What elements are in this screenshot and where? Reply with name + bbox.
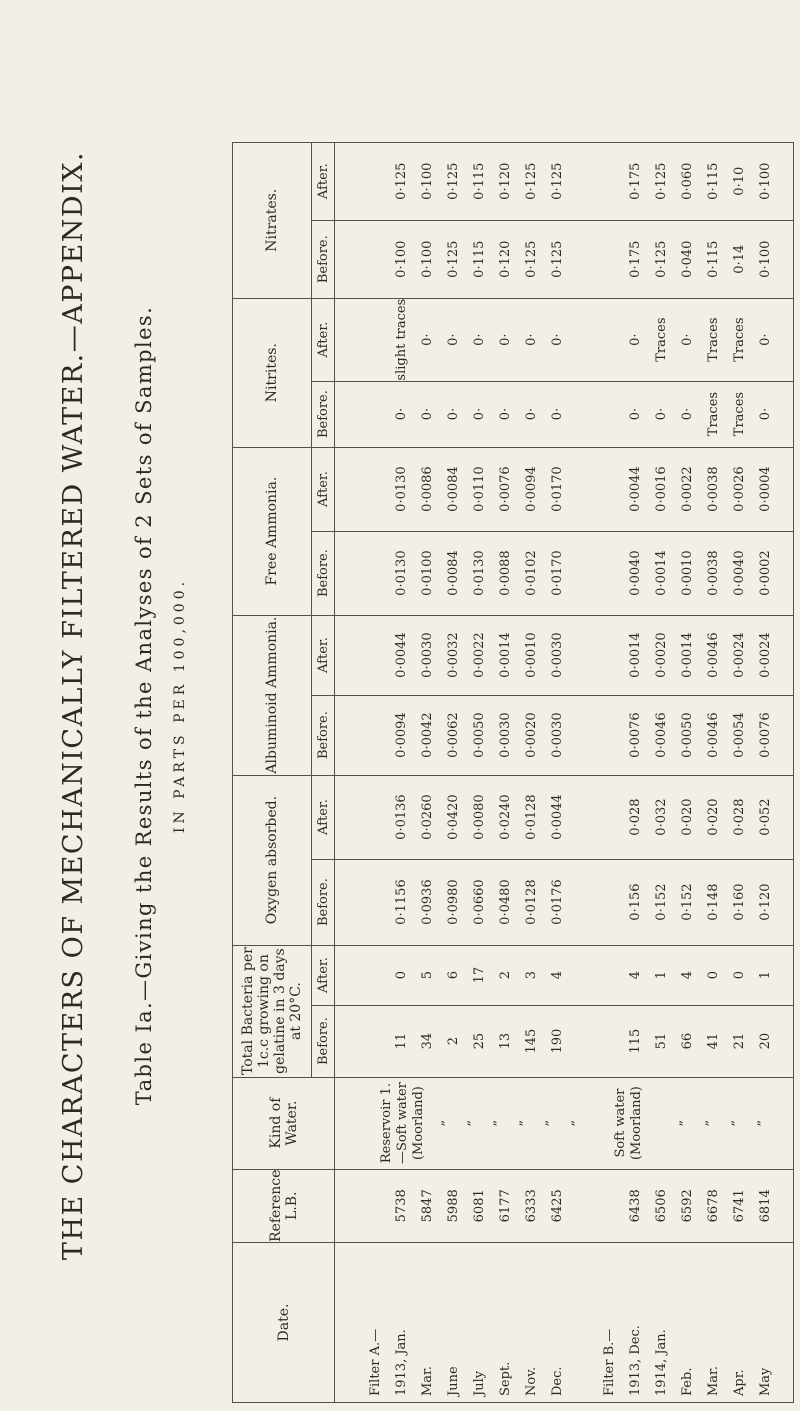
nitrates-before-column [335,220,794,298]
free-ammonia-after-column [335,447,794,531]
table-cell: 0·100 [420,240,435,278]
table-caption: Table Ia.—Giving the Results of the Analyses of 2 Sets of Samples. [132,305,156,1106]
group-spacer [571,1006,597,1077]
table-cell: 0·0094 [394,712,409,758]
group-spacer [571,1170,597,1242]
header-spacer [597,1170,623,1242]
table-cell: „ [721,1119,737,1127]
group-spacer [571,696,597,775]
table-cell: 0·0128 [524,794,539,840]
nitrates-header: Nitrates. [233,142,312,298]
table-cell: 190 [550,1028,565,1054]
table-cell: 0·0030 [420,632,435,678]
filter-a-label: Filter A.— [368,1328,383,1396]
table-cell: 0·1156 [394,879,409,925]
table-cell: 0·0094 [524,466,539,512]
table-cell: 0· [524,333,539,346]
group-spacer [571,299,597,381]
oxygen-before-column [335,859,794,945]
before-header: Before. [312,1005,335,1077]
table-cell: 0·115 [706,240,721,278]
group-spacer [571,143,597,220]
table-cell: 0·0176 [550,879,565,925]
table-cell: 0·100 [758,162,773,200]
table-cell: „ [483,1119,499,1127]
table-cell: 0·0032 [446,632,461,678]
table-cell: 2 [498,970,513,980]
reference-header: Reference L.B. [233,1169,335,1242]
header-spacer [597,221,623,298]
table-cell: 0·115 [706,162,721,200]
table-cell: 0· [394,407,409,421]
before-header: Before. [312,859,335,945]
bacteria-header: Total Bacteria per 1c.c growing on gelatine in 3 days at 20°C. [233,945,312,1077]
oxygen-after-column [335,775,794,859]
table-cell: 0·0102 [524,550,539,596]
table-cell: 34 [420,1032,435,1050]
table-cell: 0·0038 [706,466,721,512]
reference-column [335,1169,794,1242]
table-cell: 0·0086 [420,466,435,512]
table-cell: 1913, Jan. [394,1329,409,1396]
table-cell: 0·0026 [732,466,747,512]
table-cell: 13 [498,1032,513,1050]
table-cell: 6741 [732,1189,747,1223]
filter-b-water-kind: Soft water (Moorland) [612,1086,644,1161]
table-cell: 4 [680,970,695,980]
table-cell: 0·125 [550,162,565,200]
table-cell: Traces [706,317,721,362]
table-cell: 0·0014 [628,632,643,678]
table-cell: 0·10 [732,166,747,196]
table-cell: 0·0936 [420,879,435,925]
header-spacer [597,946,623,1005]
header-spacer [597,696,623,775]
table-cell: 115 [628,1028,643,1054]
after-header: After. [312,945,335,1005]
table-cell: 0·0022 [680,466,695,512]
table-cell: 0·0084 [446,550,461,596]
table-cell: Dec. [550,1366,565,1396]
table-cell: 6506 [654,1189,669,1223]
table-cell: 0· [498,407,513,421]
albuminoid-after-column [335,615,794,695]
table-cell: 6177 [498,1189,513,1223]
group-spacer [571,946,597,1005]
table-cell: Traces [654,317,669,362]
table-cell: 0· [472,333,487,346]
table-cell: Traces [732,391,747,437]
table-cell: 0·125 [394,162,409,200]
header-spacer [363,1006,389,1077]
table-cell: 0·052 [758,798,773,836]
group-spacer [571,448,597,531]
table-cell: 0·0024 [732,632,747,678]
header-spacer [597,776,623,859]
table-cell: 0· [420,333,435,346]
table-cell: 0·0170 [550,550,565,596]
table-cell: 0·0022 [472,632,487,678]
table-cell: 0·0660 [472,879,487,925]
table-cell: 0·0088 [498,550,513,596]
bacteria-before-column [335,1005,794,1077]
header-spacer [363,448,389,531]
table-cell: 51 [654,1032,669,1050]
group-spacer [571,221,597,298]
table-cell: 4 [550,970,565,980]
kind-header: Kind of Water. [233,1077,335,1169]
table-cell: Mar. [420,1366,435,1396]
table-cell: 0·125 [550,240,565,278]
table-cell: 6678 [706,1189,721,1223]
table-cell: 0·0014 [498,632,513,678]
table-cell: 0· [446,407,461,421]
table-cell: 25 [472,1032,487,1050]
table-cell: Traces [732,317,747,362]
group-spacer [571,1243,597,1396]
table-cell: 1 [654,970,669,980]
table-cell: 0·0020 [654,632,669,678]
table-cell: 0· [680,333,695,346]
table-cell: 0· [680,407,695,421]
header-spacer [597,860,623,945]
table-cell: 0·0076 [498,466,513,512]
table-cell: 0· [550,407,565,421]
table-cell: 0 [706,970,721,980]
table-cell: „ [431,1119,447,1127]
table-cell: 66 [680,1032,695,1050]
table-cell: 0·0010 [524,632,539,678]
table-cell: 0·0004 [758,466,773,512]
table-cell: 0·060 [680,162,695,200]
header-spacer [597,143,623,220]
table-cell: 41 [706,1032,721,1050]
table-cell: 0·0130 [394,466,409,512]
table-cell: 0·0046 [706,632,721,678]
table-cell: 0·0128 [524,879,539,925]
table-cell: 0·14 [732,244,747,274]
table-cell: 0·0170 [550,466,565,512]
table-cell: 145 [524,1028,539,1054]
after-header: After. [312,298,335,381]
table-cell: 0·100 [394,240,409,278]
before-header: Before. [312,695,335,775]
group-spacer [571,616,597,695]
table-cell: 0·0050 [680,712,695,758]
table-cell: 6814 [758,1189,773,1223]
table-cell: Apr. [732,1369,747,1396]
header-spacer [363,299,389,381]
table-cell: 0·100 [420,162,435,200]
table-cell: 6081 [472,1189,487,1223]
table-cell: 0·125 [446,240,461,278]
after-header: After. [312,142,335,220]
header-spacer [363,616,389,695]
table-cell: 0· [524,407,539,421]
table-cell: 0·0016 [654,466,669,512]
table-cell: 0·0030 [550,632,565,678]
table-cell: 0· [498,333,513,346]
table-cell: 0·100 [758,240,773,278]
table-cell: 0·0080 [472,794,487,840]
table-cell: 1 [758,970,773,980]
table-cell: 4 [628,970,643,980]
table-cell: 0·0040 [732,550,747,596]
table-cell: 0·0130 [394,550,409,596]
table-cell: 0·0046 [654,712,669,758]
table-cell: Traces [706,391,721,437]
albuminoid-header: Albuminoid Ammonia. [233,615,312,775]
table-cell: 0·020 [680,798,695,836]
group-spacer [571,776,597,859]
table-cell: 0· [758,333,773,346]
table-cell: Mar. [706,1366,721,1396]
table-cell: 0·156 [628,883,643,921]
table-cell: slight traces [394,298,409,381]
kind-column [335,1077,794,1169]
header-spacer [363,776,389,859]
date-column [335,1243,794,1403]
header-spacer [363,1170,389,1242]
table-cell: 0 [394,970,409,980]
header-spacer [363,382,389,447]
table-cell: 0·125 [654,240,669,278]
table-cell: 0·0046 [706,712,721,758]
filter-b-label: Filter B.— [602,1328,617,1396]
table-cell: 0· [446,333,461,346]
group-spacer [583,1078,609,1169]
table-cell: 0· [758,407,773,421]
table-cell: 0·0002 [758,550,773,596]
table-cell: 0·148 [706,883,721,921]
table-cell: 0·028 [628,798,643,836]
table-cell: 0·0054 [732,712,747,758]
before-header: Before. [312,381,335,447]
table-cell: 5847 [420,1189,435,1223]
header-spacer [363,946,389,1005]
table-cell: 0·040 [680,240,695,278]
table-cell: „ [747,1119,763,1127]
table-cell: „ [457,1119,473,1127]
table-cell: 0·120 [498,240,513,278]
table-cell: 11 [394,1032,409,1050]
table-cell: 0·032 [654,798,669,836]
table-cell: 2 [446,1036,461,1046]
header-spacer [597,532,623,615]
table-cell: 0·115 [472,162,487,200]
header-spacer [363,221,389,298]
table-cell: 0·125 [446,162,461,200]
table-cell: 0·152 [654,883,669,921]
free-ammonia-header: Free Ammonia. [233,447,312,615]
table-cell: 6333 [524,1189,539,1223]
table-cell: 0·0084 [446,466,461,512]
table-cell: May [758,1367,773,1396]
nitrites-after-column [335,298,794,381]
table-cell: 0·0044 [550,794,565,840]
before-header: Before. [312,220,335,298]
header-spacer [363,860,389,945]
group-header-row [233,142,312,1402]
group-spacer [571,532,597,615]
table-cell: 0· [628,407,643,421]
table-cell: 6438 [628,1189,643,1223]
table-cell: 0·0130 [472,550,487,596]
table-cell: 0·0030 [498,712,513,758]
table-cell: 0·160 [732,883,747,921]
table-cell: 0·125 [524,162,539,200]
table-cell: 3 [524,970,539,980]
table-cell: 1914, Jan. [654,1329,669,1396]
table-cell: 0·0040 [628,550,643,596]
table-cell: 0·0260 [420,794,435,840]
table-cell: 0·125 [524,240,539,278]
table-cell: 21 [732,1032,747,1050]
free-ammonia-before-column [335,531,794,615]
table-cell: 0·0110 [472,466,487,512]
table-cell: 0·120 [498,162,513,200]
table-cell: 0·0030 [550,712,565,758]
group-spacer [571,382,597,447]
table-cell: 0·0980 [446,879,461,925]
nitrates-after-column [335,142,794,220]
table-cell: 5 [420,970,435,980]
nitrites-before-column [335,381,794,447]
analysis-table [232,142,794,1403]
table-cell: 6425 [550,1189,565,1223]
table-cell: 0· [654,407,669,421]
header-spacer [597,616,623,695]
table-cell: 0·0020 [524,712,539,758]
table-cell: July [472,1370,487,1396]
nitrites-header: Nitrites. [233,298,312,447]
table-cell: 0·175 [628,162,643,200]
header-spacer [363,696,389,775]
table-cell: 1913, Dec. [628,1325,643,1396]
table-cell: „ [695,1119,711,1127]
table-cell: 0·0420 [446,794,461,840]
group-spacer [571,860,597,945]
table-cell: 6 [446,970,461,980]
table-cell: 5988 [446,1189,461,1223]
header-spacer [597,299,623,381]
table-cell: 0·0076 [758,712,773,758]
table-cell: Feb. [680,1367,695,1396]
table-cell: „ [561,1119,577,1127]
table-cell: Sept. [498,1361,513,1396]
bacteria-after-column [335,945,794,1005]
after-header: After. [312,447,335,531]
table-cell: 6592 [680,1189,695,1223]
table-cell: 0·0240 [498,794,513,840]
table-cell: 0·0010 [680,550,695,596]
table-cell: 17 [472,966,487,984]
table-cell: 0·115 [472,240,487,278]
table-units: IN PARTS PER 100,000. [172,577,188,834]
after-header: After. [312,775,335,859]
header-spacer [363,532,389,615]
header-spacer [363,143,389,220]
table-cell: 0·0014 [680,632,695,678]
before-header: Before. [312,531,335,615]
table-cell: 0·0076 [628,712,643,758]
table-cell: 0· [472,407,487,421]
table-cell: Nov. [524,1366,539,1396]
table-cell: June [446,1366,461,1396]
header-spacer [597,1006,623,1077]
table-cell: 0·0024 [758,632,773,678]
table-cell: 5738 [394,1189,409,1223]
table-cell: 0·0014 [654,550,669,596]
table-cell: 0·0050 [472,712,487,758]
table-cell: 0·0062 [446,712,461,758]
table-cell: 0· [420,407,435,421]
table-cell: 0·0044 [394,632,409,678]
table-cell: 0·0042 [420,712,435,758]
table-cell: 0·0100 [420,550,435,596]
page-title: THE CHARACTERS OF MECHANICALLY FILTERED WATER.—APPENDIX. [58,150,89,1261]
table-cell: 0 [732,970,747,980]
table-cell: 0·0044 [628,466,643,512]
table-body-row [335,142,794,1402]
table-cell: 0·152 [680,883,695,921]
table-cell: „ [669,1119,685,1127]
table-cell: 0·020 [706,798,721,836]
table-cell: 0·0480 [498,879,513,925]
date-header: Date. [233,1243,335,1403]
table-cell: 0·175 [628,240,643,278]
albuminoid-before-column [335,695,794,775]
table-cell: 20 [758,1032,773,1050]
table-cell: 0· [628,333,643,346]
table-cell: 0·0136 [394,794,409,840]
table-cell: 0· [550,333,565,346]
table-cell: „ [535,1119,551,1127]
filter-a-water-kind: Reservoir 1.—Soft water (Moorland) [378,1082,426,1165]
header-spacer [597,448,623,531]
oxygen-header: Oxygen absorbed. [233,775,312,945]
table-cell: 0·0038 [706,550,721,596]
table-cell: 0·120 [758,883,773,921]
table-cell: 0·125 [654,162,669,200]
after-header: After. [312,615,335,695]
table-cell: „ [509,1119,525,1127]
table-cell: 0·028 [732,798,747,836]
header-spacer [597,382,623,447]
